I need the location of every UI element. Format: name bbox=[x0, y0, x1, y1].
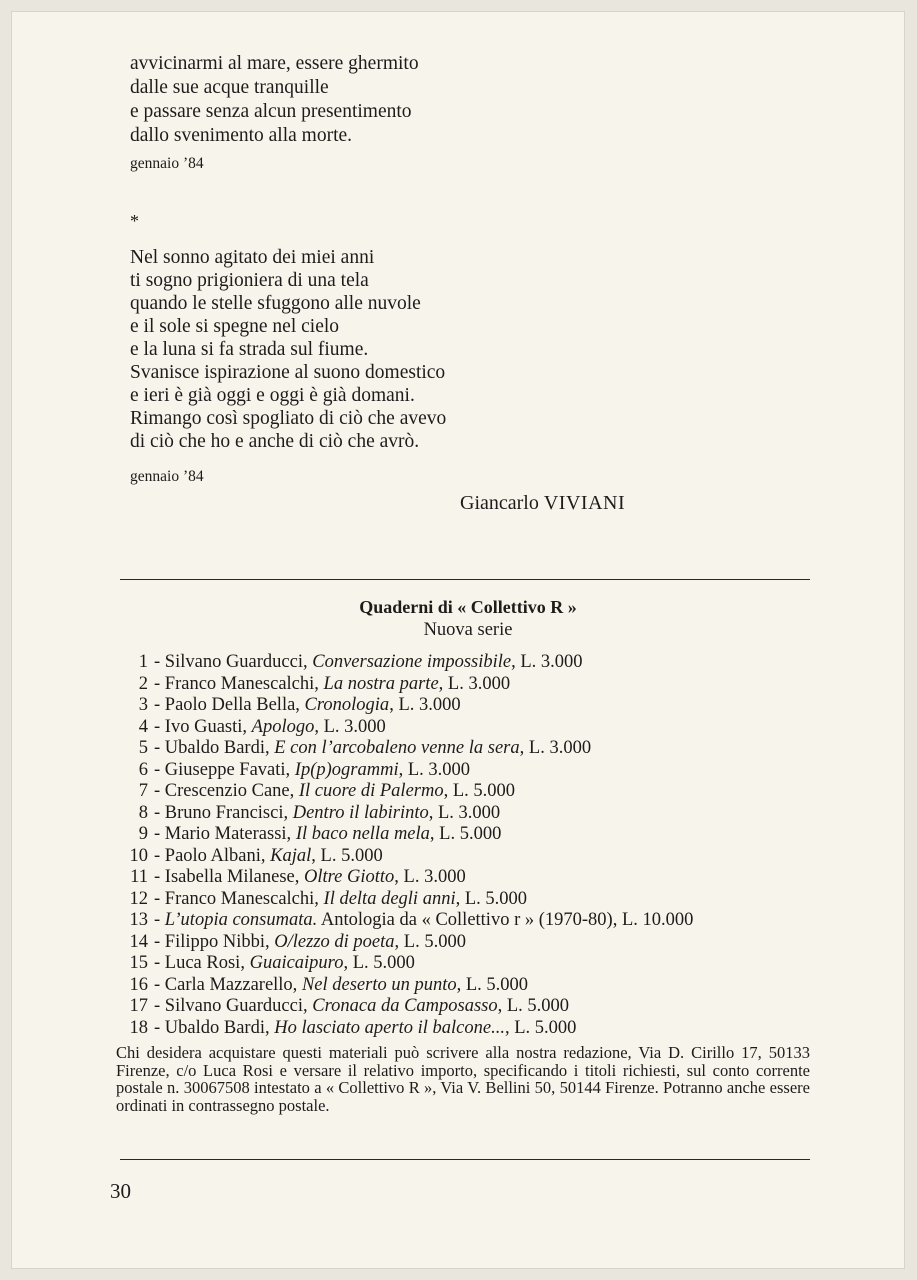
item-price: , L. 5.000 bbox=[504, 1017, 577, 1038]
item-dash: - bbox=[154, 996, 165, 1016]
item-title: Conversazione impossibile bbox=[312, 652, 512, 672]
item-number: 8 bbox=[138, 802, 148, 823]
item-price: , L. 3.000 bbox=[389, 695, 461, 715]
list-item bbox=[120, 760, 693, 782]
poem-two-date: gennaio ’84 bbox=[130, 468, 204, 485]
item-author: Isabella Milanese, bbox=[164, 867, 300, 887]
item-author: Filippo Nibbi, bbox=[164, 931, 270, 952]
poem-line: quando le stelle sfuggono alle nuvole bbox=[130, 293, 421, 314]
poem-one-date: gennaio ’84 bbox=[130, 155, 204, 172]
item-number: 1 bbox=[138, 652, 148, 672]
item-number: 15 bbox=[129, 953, 148, 973]
item-title: Guaicaipuro bbox=[249, 953, 344, 973]
item-price: , L. 3.000 bbox=[314, 716, 386, 737]
catalog-list bbox=[120, 652, 693, 1039]
divider-bottom bbox=[120, 1159, 810, 1160]
item-dash: - bbox=[154, 953, 165, 973]
list-item bbox=[120, 846, 693, 868]
item-number: 9 bbox=[138, 824, 148, 844]
item-title: La nostra parte bbox=[323, 673, 439, 694]
item-dash: - bbox=[154, 759, 165, 780]
item-dash: - bbox=[154, 738, 165, 758]
poem-line: e il sole si spegne nel cielo bbox=[130, 316, 340, 337]
item-dash: - bbox=[154, 931, 165, 952]
list-item bbox=[120, 975, 693, 997]
item-price: , L. 3.000 bbox=[394, 867, 466, 887]
item-title: Dentro il labirinto bbox=[292, 802, 429, 823]
item-author: Carla Mazzarello, bbox=[164, 974, 298, 995]
author-first-name: Giancarlo bbox=[460, 492, 539, 514]
item-price: , L. 3.000 bbox=[511, 652, 583, 672]
item-number: 14 bbox=[129, 931, 148, 952]
item-dash: - bbox=[154, 974, 165, 995]
list-item bbox=[120, 1018, 693, 1040]
poem-line: Nel sonno agitato dei miei anni bbox=[130, 247, 375, 268]
item-title: Nel deserto un punto bbox=[301, 974, 457, 995]
item-price: , L. 3.000 bbox=[519, 738, 592, 758]
author-signature bbox=[460, 492, 625, 515]
item-dash: - bbox=[154, 888, 165, 909]
item-price: , L. 3.000 bbox=[398, 759, 471, 780]
item-title: Oltre Giotto bbox=[304, 867, 395, 887]
item-dash: - bbox=[154, 1017, 165, 1038]
item-price: , L. 5.000 bbox=[311, 845, 383, 866]
item-title: O/lezzo di poeta bbox=[274, 931, 395, 952]
item-title: Il delta degli anni bbox=[323, 888, 456, 909]
item-title: L’utopia consumata. bbox=[164, 910, 318, 930]
item-price: , L. 5.000 bbox=[497, 996, 570, 1016]
list-item bbox=[120, 738, 693, 760]
list-item bbox=[120, 717, 693, 739]
list-item bbox=[120, 695, 693, 717]
item-number: 5 bbox=[138, 738, 148, 758]
item-author: Franco Manescalchi, bbox=[164, 673, 319, 694]
poem-line: e ieri è già oggi e oggi è già domani. bbox=[130, 385, 415, 406]
section-separator: * bbox=[130, 211, 139, 231]
poem-line: e passare senza alcun presentimento bbox=[130, 101, 412, 122]
item-price: , L. 3.000 bbox=[438, 673, 511, 694]
poem-line: dallo svenimento alla morte. bbox=[130, 125, 353, 146]
order-notice: Chi desidera acquistare questi materiali può scrivere alla nostra redazione, Via D. Cirillo 17, 50133 Firenze, c/o Luca Rosi e versare il relativo importo, specificando i titoli richiesti, sul conto corrente postale n. 30067508 intestato a « Collettivo R », Via V. Bellini 50, 50144 Firenze. Potranno anche essere ordinati in contrassegno postale. bbox=[116, 1043, 810, 1115]
item-author: Paolo Della Bella, bbox=[164, 695, 300, 715]
list-item bbox=[120, 996, 693, 1018]
item-title: Kajal bbox=[270, 845, 312, 866]
list-item bbox=[120, 781, 693, 803]
poem-line: di ciò che ho e anche di ciò che avrò. bbox=[130, 431, 420, 452]
item-number: 10 bbox=[129, 845, 148, 866]
item-number: 13 bbox=[129, 910, 148, 930]
item-dash: - bbox=[154, 781, 165, 801]
poem-one bbox=[130, 52, 419, 148]
item-price: , L. 3.000 bbox=[428, 802, 501, 823]
item-price: , L. 5.000 bbox=[394, 931, 466, 952]
poem-two bbox=[130, 246, 446, 453]
item-title: E con l’arcobaleno venne la sera bbox=[274, 738, 520, 758]
item-dash: - bbox=[154, 802, 165, 823]
catalog-heading: Quaderni di « Collettivo R » bbox=[359, 597, 577, 617]
item-number: 18 bbox=[129, 1017, 148, 1038]
item-author: Paolo Albani, bbox=[164, 845, 266, 866]
item-author: Franco Manescalchi, bbox=[164, 888, 319, 909]
item-author: Ubaldo Bardi, bbox=[164, 738, 270, 758]
item-number: 3 bbox=[138, 695, 148, 715]
item-number: 16 bbox=[129, 974, 148, 995]
item-title: Ip(p)ogrammi bbox=[294, 759, 399, 780]
list-item bbox=[120, 889, 693, 911]
item-author: Ivo Guasti, bbox=[164, 716, 248, 737]
item-dash: - bbox=[154, 867, 165, 887]
author-last-name: VIVIANI bbox=[543, 492, 626, 514]
item-author: Bruno Francisci, bbox=[164, 802, 289, 823]
item-price: Antologia da « Collettivo r » (1970-80), L. 10.000 bbox=[317, 910, 694, 930]
item-dash: - bbox=[154, 695, 165, 715]
list-item bbox=[120, 803, 693, 825]
item-dash: - bbox=[154, 845, 165, 866]
item-dash: - bbox=[154, 652, 165, 672]
item-number: 17 bbox=[129, 996, 148, 1016]
poem-line: e la luna si fa strada sul fiume. bbox=[130, 339, 369, 360]
item-price: , L. 5.000 bbox=[343, 953, 415, 973]
item-number: 6 bbox=[138, 759, 148, 780]
item-title: Apologo bbox=[251, 716, 315, 737]
poem-line: dalle sue acque tranquille bbox=[130, 77, 329, 98]
poem-line: Svanisce ispirazione al suono domestico bbox=[130, 362, 446, 383]
list-item bbox=[120, 910, 693, 932]
item-title: Cronologia bbox=[304, 695, 390, 715]
item-author: Crescenzio Cane, bbox=[164, 781, 295, 801]
item-title: Cronaca da Camposasso bbox=[312, 996, 498, 1016]
item-author: Giuseppe Favati, bbox=[164, 759, 291, 780]
item-price: , L. 5.000 bbox=[443, 781, 516, 801]
list-item bbox=[120, 953, 693, 975]
divider-top bbox=[120, 579, 810, 580]
item-dash: - bbox=[154, 716, 165, 737]
item-title: Ho lasciato aperto il balcone... bbox=[274, 1017, 505, 1038]
page-number: 30 bbox=[110, 1179, 131, 1203]
item-author: Ubaldo Bardi, bbox=[164, 1017, 270, 1038]
item-number: 4 bbox=[138, 716, 148, 737]
list-item bbox=[120, 867, 693, 889]
item-dash: - bbox=[154, 824, 165, 844]
list-item bbox=[120, 674, 693, 696]
page bbox=[12, 12, 904, 1268]
item-dash: - bbox=[154, 910, 165, 930]
item-author: Silvano Guarducci, bbox=[164, 996, 308, 1016]
item-title: Il cuore di Palermo bbox=[298, 781, 444, 801]
poem-line: Rimango così spogliato di ciò che avevo bbox=[130, 408, 447, 429]
item-price: , L. 5.000 bbox=[455, 888, 528, 909]
item-number: 12 bbox=[129, 888, 148, 909]
item-number: 11 bbox=[130, 867, 148, 887]
list-item bbox=[120, 932, 693, 954]
item-author: Silvano Guarducci, bbox=[164, 652, 308, 672]
item-dash: - bbox=[154, 673, 165, 694]
item-title: Il baco nella mela bbox=[295, 824, 430, 844]
item-number: 2 bbox=[138, 673, 148, 694]
poem-line: ti sogno prigioniera di una tela bbox=[130, 270, 369, 291]
item-number: 7 bbox=[138, 781, 148, 801]
item-price: , L. 5.000 bbox=[429, 824, 502, 844]
catalog-subheading: Nuova serie bbox=[423, 620, 513, 640]
list-item bbox=[120, 824, 693, 846]
list-item bbox=[120, 652, 693, 674]
item-price: , L. 5.000 bbox=[456, 974, 529, 995]
poem-line: avvicinarmi al mare, essere ghermito bbox=[130, 53, 419, 74]
item-author: Mario Materassi, bbox=[164, 824, 292, 844]
item-author: Luca Rosi, bbox=[164, 953, 245, 973]
